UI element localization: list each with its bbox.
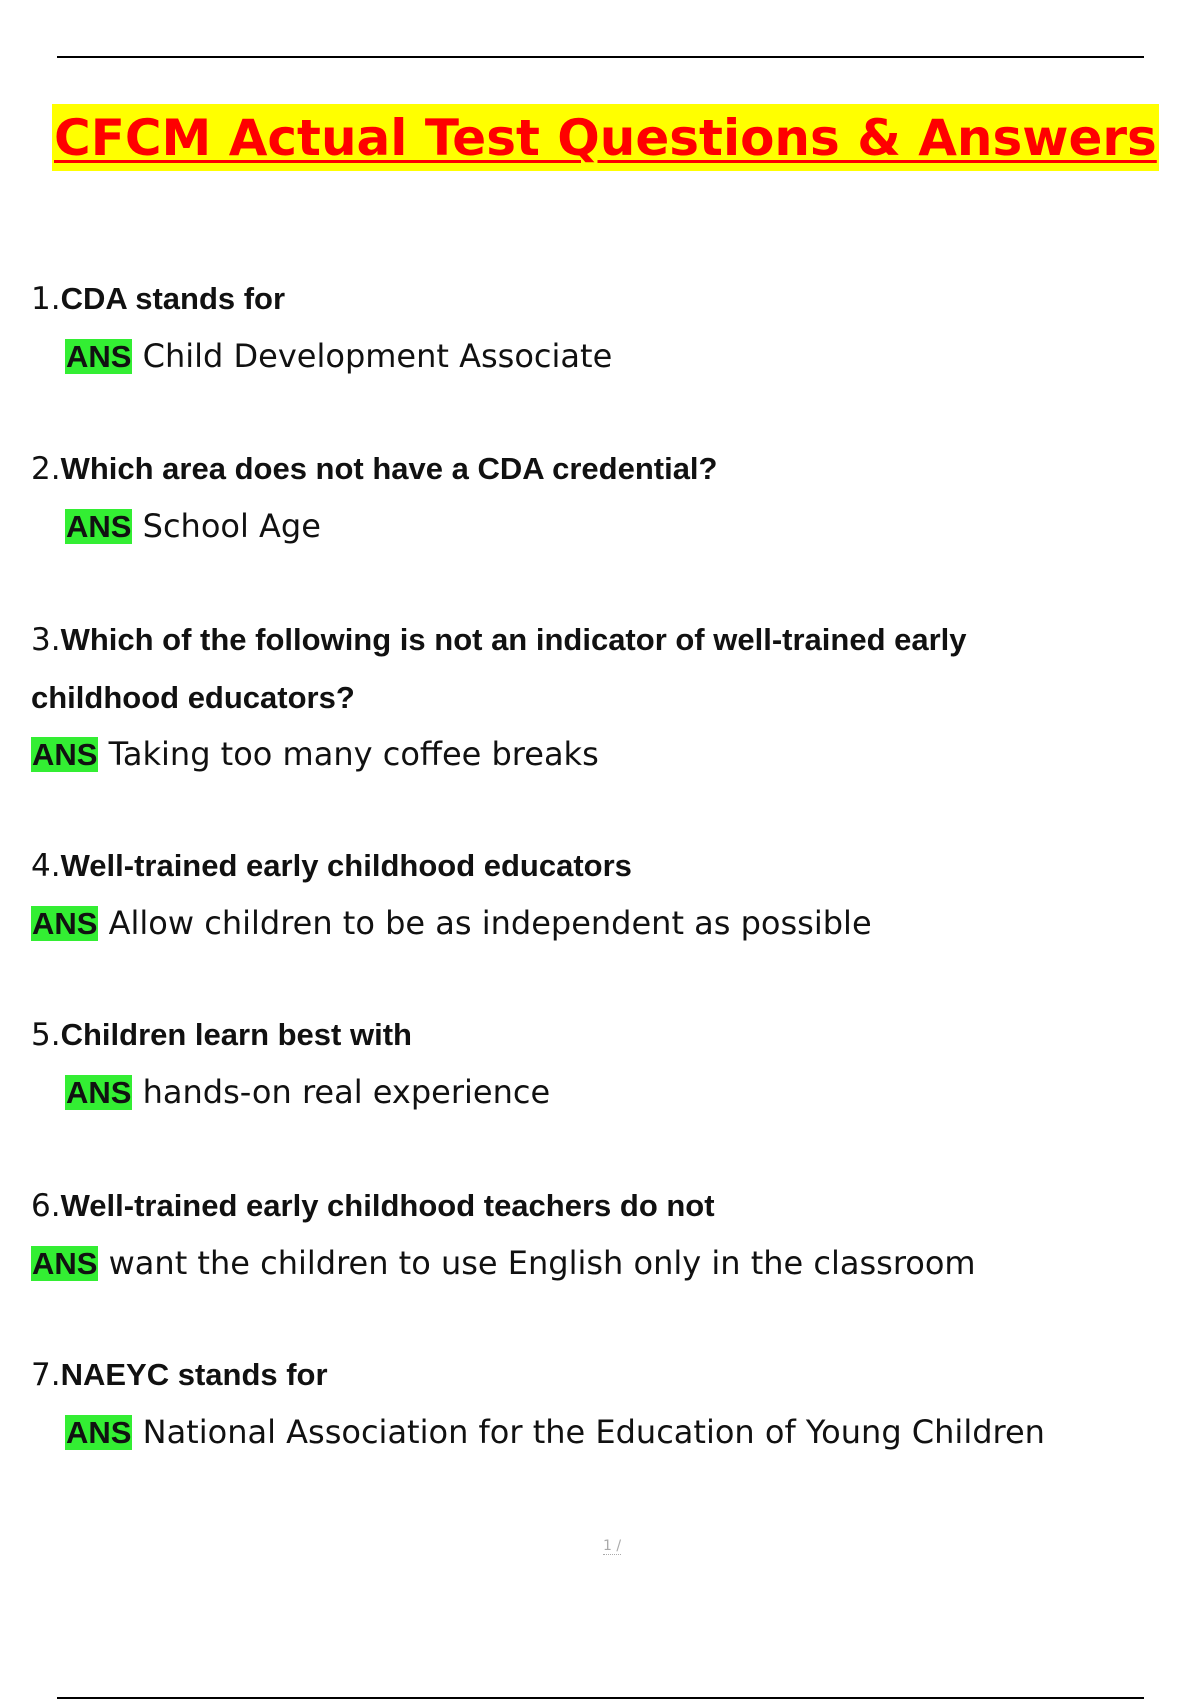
question [31, 1346, 1181, 1404]
question-number: 3. [31, 622, 61, 658]
answer-text: School Age [142, 507, 321, 545]
answer-label: ANS [32, 1246, 98, 1281]
answer [31, 498, 1181, 555]
answer [31, 1404, 1181, 1461]
question-text: NAEYC stands for [60, 1357, 328, 1392]
qa-item-7 [31, 1346, 1181, 1461]
question-text: Which area does not have a CDA credential? [60, 451, 718, 486]
answer-text: Taking too many coffee breaks [108, 735, 599, 773]
question-number: 7. [31, 1357, 61, 1393]
question-text: Well-trained early childhood educators [60, 848, 632, 883]
qa-item-4 [31, 837, 1181, 952]
question-number: 1. [31, 281, 61, 317]
qa-item-6 [31, 1177, 1181, 1292]
answer-label: ANS [66, 339, 132, 374]
answer [31, 328, 1181, 385]
page-number: 1 / [603, 1538, 622, 1554]
question-number: 5. [31, 1017, 61, 1053]
question [31, 1177, 1181, 1235]
answer-text: hands-on real experience [142, 1073, 551, 1111]
qa-item-1 [31, 270, 1181, 385]
question-number: 6. [31, 1188, 61, 1224]
question [31, 270, 1181, 328]
answer [31, 895, 1181, 952]
question-continuation: childhood educators? [31, 680, 355, 715]
answer [31, 1235, 1181, 1292]
question-text: Which of the following is not an indicator of well-trained early [60, 622, 967, 657]
qa-item-3 [31, 611, 1181, 783]
qa-item-2 [31, 440, 1181, 555]
answer [31, 726, 1181, 783]
question [31, 837, 1181, 895]
question [31, 611, 1181, 669]
top-rule [57, 56, 1144, 58]
qa-item-5 [31, 1006, 1181, 1121]
answer [31, 1064, 1181, 1121]
answer-label: ANS [32, 737, 98, 772]
question-text: CDA stands for [60, 281, 286, 316]
question-text: Well-trained early childhood teachers do not [60, 1188, 715, 1223]
question-number: 2. [31, 451, 61, 487]
answer-label: ANS [32, 906, 98, 941]
document-title: CFCM Actual Test Questions & Answers [52, 104, 1159, 171]
answer-text: want the children to use English only in the classroom [108, 1244, 976, 1282]
answer-label: ANS [66, 1415, 132, 1450]
answer-label: ANS [66, 1075, 132, 1110]
answer-text: Allow children to be as independent as possible [108, 904, 872, 942]
question-number: 4. [31, 848, 61, 884]
question [31, 440, 1181, 498]
answer-label: ANS [66, 509, 132, 544]
question-text: Children learn best with [60, 1017, 412, 1052]
bottom-rule [57, 1697, 1144, 1699]
answer-text: National Association for the Education of Young Children [142, 1413, 1045, 1451]
question [31, 1006, 1181, 1064]
answer-text: Child Development Associate [142, 337, 613, 375]
